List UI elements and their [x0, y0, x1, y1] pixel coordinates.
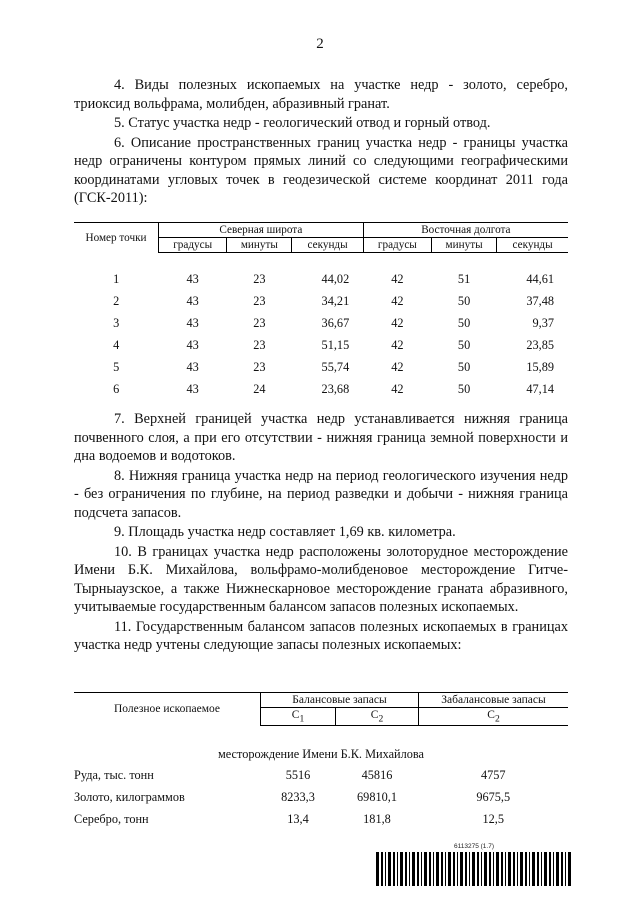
lon-minutes: 51	[457, 271, 471, 286]
paragraph-6: 6. Описание пространственных границ участка недр - границы участка недр ограничены контуром прямых линий со следующими географическими координатами угловых точек в геодезической системе координат 2011 года (ГСК-2011):	[74, 134, 568, 206]
lat-seconds: 34,21	[321, 293, 350, 308]
section-7-11	[74, 410, 568, 656]
east-longitude-header: Восточная долгота	[363, 223, 568, 238]
c1-balance-value: 13,4	[287, 811, 309, 826]
lat-seconds: 36,67	[321, 315, 350, 330]
category-c2-balance-header: $C_2$	[336, 708, 419, 726]
paragraph-11: 11. Государственным балансом запасов полезных ископаемых в границах участка недр учтены следующие запасы полезных ископаемых:	[74, 618, 568, 653]
mineral-name: Золото, килограммов	[74, 789, 185, 804]
table-row	[74, 786, 568, 808]
c2-offbalance-value: 4757	[480, 767, 506, 782]
barcode-bars-icon	[376, 852, 572, 886]
barcode	[376, 843, 572, 887]
c1-balance-value: 5516	[285, 767, 311, 782]
lon-degrees: 42	[391, 359, 404, 374]
lat-minutes: 24	[253, 382, 266, 397]
lat-minutes: 23	[253, 315, 266, 330]
table-row	[74, 290, 568, 312]
table-row	[74, 356, 568, 378]
subheader-lon-degrees: градусы	[363, 238, 431, 253]
paragraph-7: 7. Верхней границей участка недр устанавливается нижняя граница почвенного слоя, а при его отсутствии - нижняя граница земной поверхности и дна водоемов и водотоков.	[74, 411, 568, 464]
table-row	[74, 378, 568, 400]
lon-minutes: 50	[457, 293, 471, 308]
lon-degrees: 42	[391, 382, 404, 397]
c2-offbalance-value: 9675,5	[476, 789, 511, 804]
subheader-lon-minutes: минуты	[432, 238, 497, 253]
point-number: 4	[113, 337, 120, 352]
paragraph-10: 10. В границах участка недр расположены золоторудное месторождение Имени Б.К. Михайлова, вольфрамо-молибденовое месторождение Гитче-Тырныаузское, а также Нижнескарновое месторождение граната абразивного, учитываемые государственным балансом запасов полезных ископаемых.	[74, 543, 568, 615]
north-latitude-header: Северная широта	[159, 223, 364, 238]
lon-seconds: 15,89	[526, 359, 554, 374]
paragraph-5: 5. Статус участка недр - геологический отвод и горный отвод.	[114, 115, 491, 131]
lat-degrees: 43	[186, 337, 199, 352]
off-balance-reserves-header: Забалансовые запасы	[419, 693, 569, 708]
section-4-5-6	[74, 76, 568, 209]
lon-minutes: 50	[457, 337, 471, 352]
lon-degrees: 42	[391, 315, 404, 330]
table-row	[74, 764, 568, 786]
lon-seconds: 9,37	[532, 315, 554, 330]
table-row	[74, 312, 568, 334]
point-number-header: Номер точки	[74, 223, 159, 253]
c2-offbalance-value: 12,5	[482, 811, 505, 826]
lat-minutes: 23	[253, 337, 266, 352]
mineral-name: Серебро, тонн	[74, 811, 149, 826]
deposit-row	[74, 744, 568, 764]
lat-minutes: 23	[253, 271, 266, 286]
table-row	[74, 808, 568, 830]
mineral-name: Руда, тыс. тонн	[74, 767, 154, 782]
table-row	[74, 268, 568, 290]
reserves-table	[74, 692, 568, 830]
paragraph-4: 4. Виды полезных ископаемых на участке недр - золото, серебро, триоксид вольфрама, молибден, абразивный гранат.	[74, 77, 568, 112]
paragraph-9: 9. Площадь участка недр составляет 1,69 кв. километра.	[114, 524, 456, 540]
paragraph-8: 8. Нижняя граница участка недр на период геологического изучения недр - без ограничения по глубине, на период разведки и добычи - нижняя граница подсчета запасов.	[74, 467, 568, 521]
point-number: 1	[113, 271, 120, 286]
subheader-lat-seconds: секунды	[292, 238, 363, 253]
lat-seconds: 44,02	[321, 271, 350, 286]
c2-balance-value: 45816	[361, 767, 393, 782]
category-c2-offbalance-header: $C_2$	[419, 708, 569, 726]
lon-minutes: 50	[457, 315, 471, 330]
lon-degrees: 42	[391, 271, 404, 286]
lat-seconds: 55,74	[321, 359, 350, 374]
lon-seconds: 44,61	[526, 271, 554, 286]
lon-minutes: 50	[457, 359, 471, 374]
lat-seconds: 23,68	[321, 382, 350, 397]
lon-seconds: 23,85	[526, 337, 554, 352]
table-row	[74, 334, 568, 356]
subheader-lat-minutes: минуты	[227, 238, 292, 253]
subheader-lon-seconds: секунды	[497, 238, 568, 253]
barcode-id: 6113275 (1.7)	[454, 843, 494, 850]
lat-degrees: 43	[186, 315, 199, 330]
c2-balance-value: 181,8	[363, 811, 391, 826]
c1-balance-value: 8233,3	[281, 789, 315, 804]
lat-minutes: 23	[253, 359, 266, 374]
subheader-lat-degrees: градусы	[159, 238, 227, 253]
lon-degrees: 42	[391, 293, 404, 308]
page-number: 2	[316, 36, 324, 52]
lon-degrees: 42	[391, 337, 404, 352]
coordinates-table	[74, 222, 568, 401]
lon-seconds: 37,48	[526, 293, 554, 308]
lon-minutes: 50	[457, 382, 471, 397]
lat-degrees: 43	[186, 293, 199, 308]
lat-degrees: 43	[186, 271, 199, 286]
lat-degrees: 43	[186, 382, 199, 397]
lat-seconds: 51,15	[321, 337, 350, 352]
balance-reserves-header: Балансовые запасы	[261, 693, 419, 708]
lat-minutes: 23	[253, 293, 266, 308]
lat-degrees: 43	[186, 359, 199, 374]
point-number: 6	[113, 382, 120, 397]
c2-balance-value: 69810,1	[357, 789, 397, 804]
lon-seconds: 47,14	[526, 382, 554, 397]
deposit-name: месторождение Имени Б.К. Михайлова	[217, 746, 425, 761]
mineral-header: Полезное ископаемое	[74, 693, 261, 726]
point-number: 2	[113, 293, 120, 308]
point-number: 3	[113, 315, 120, 330]
point-number: 5	[113, 359, 120, 374]
category-c1-header: $C_1$	[261, 708, 336, 726]
